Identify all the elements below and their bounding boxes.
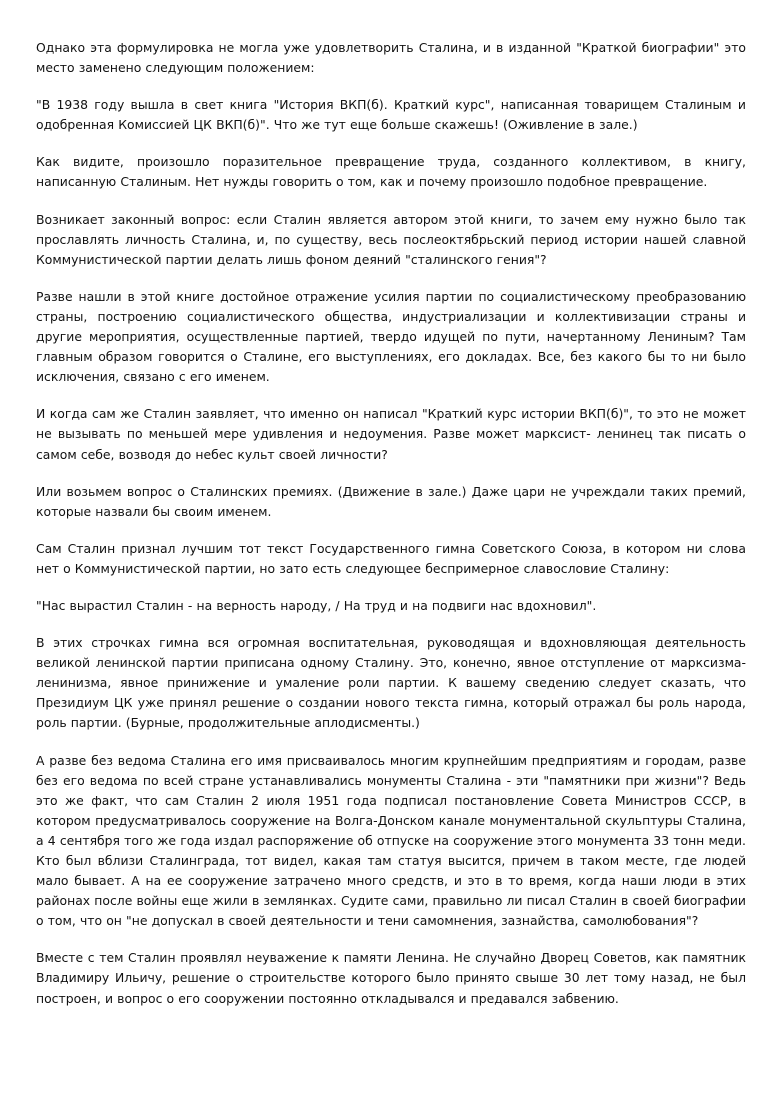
paragraph: Разве нашли в этой книге достойное отражение усилия партии по социалистическому преобразованию страны, построению социалистического общества, индустриализации и коллективизации страны и другие мероприятия, осуществленные партией, твердо идущей по пути, начертанному Лениным? Там главным образом говорится о Сталине, его выступлениях, его докладах. Все, без какого бы то ни было исключения, связано с его именем. [36,288,746,385]
paragraph: "В 1938 году вышла в свет книга "История ВКП(б). Краткий курс", написанная товарищем Сталиным и одобренная Комиссией ЦК ВКП(б)". Что же тут еще больше скажешь! (Оживление в зале.) [36,97,746,133]
paragraph: Однако эта формулировка не могла уже удовлетворить Сталина, и в изданной "Краткой биографии" это место заменено следующим положением: [36,40,746,76]
document-text-body [36,38,746,1009]
paragraph: Вместе с тем Сталин проявлял неуважение к памяти Ленина. Не случайно Дворец Советов, как памятник Владимиру Ильичу, решение о строительстве которого было принято свыше 30 лет тому назад, не был построен, и вопрос о его сооружении постоянно откладывался и предавался забвению. [36,950,746,1006]
paragraph: Возникает законный вопрос: если Сталин является автором этой книги, то зачем ему нужно было так прославлять личность Сталина, и, по существу, весь послеоктябрьский период истории нашей славной Коммунистической партии делать лишь фоном деяний "сталинского гения"? [36,211,746,267]
paragraph: А разве без ведома Сталина его имя присваивалось многим крупнейшим предприятиям и городам, разве без его ведома по всей стране устанавливались монументы Сталина - эти "памятники при жизни"? Ведь это же факт, что сам Сталин 2 июля 1951 года подписал постановление Совета Министров СССР, в котором предусматривалось сооружение на Волга-Донском канале монументальной скульптуры Сталина, а 4 сентября того же года издал распоряжение об отпуске на сооружение этого монумента 33 тонн меди. Кто был вблизи Сталинграда, тот видел, какая там статуя высится, причем в таком месте, где людей мало бывает. А на ее сооружение затрачено много средств, и это в то время, когда наши люди в этих районах после войны еще жили в землянках. Судите сами, правильно ли писал Сталин в своей биографии о том, что он "не допускал в своей деятельности и тени самомнения, зазнайства, самолюбования"? [36,752,746,929]
paragraph: Как видите, произошло поразительное превращение труда, созданного коллективом, в книгу, написанную Сталиным. Нет нужды говорить о том, как и почему произошло подобное превращение. [36,154,746,190]
paragraph: Или возьмем вопрос о Сталинских премиях. (Движение в зале.) Даже цари не учреждали таких премий, которые назвали бы своим именем. [36,483,746,519]
paragraph: "Нас вырастил Сталин - на верность народу, / На труд и на подвиги нас вдохновил". [36,597,597,613]
paragraph: В этих строчках гимна вся огромная воспитательная, руководящая и вдохновляющая деятельность великой ленинской партии приписана одному Сталину. Это, конечно, явное отступление от марксизма-ленинизма, явное принижение и умаление роли партии. К вашему сведению следует сказать, что Президиум ЦК уже принял решение о создании нового текста гимна, который отражал бы роль народа, роль партии. (Бурные, продолжительные аплодисменты.) [36,635,746,731]
paragraph: И когда сам же Сталин заявляет, что именно он написал "Краткий курс истории ВКП(б)", то это не может не вызывать по меньшей мере удивления и недоумения. Разве может марксист- ленинец так писать о самом себе, возводя до небес культ своей личности? [36,406,746,462]
paragraph: Сам Сталин признал лучшим тот текст Государственного гимна Советского Союза, в котором ни слова нет о Коммунистической партии, но зато есть следующее беспримерное славословие Сталину: [36,540,746,576]
